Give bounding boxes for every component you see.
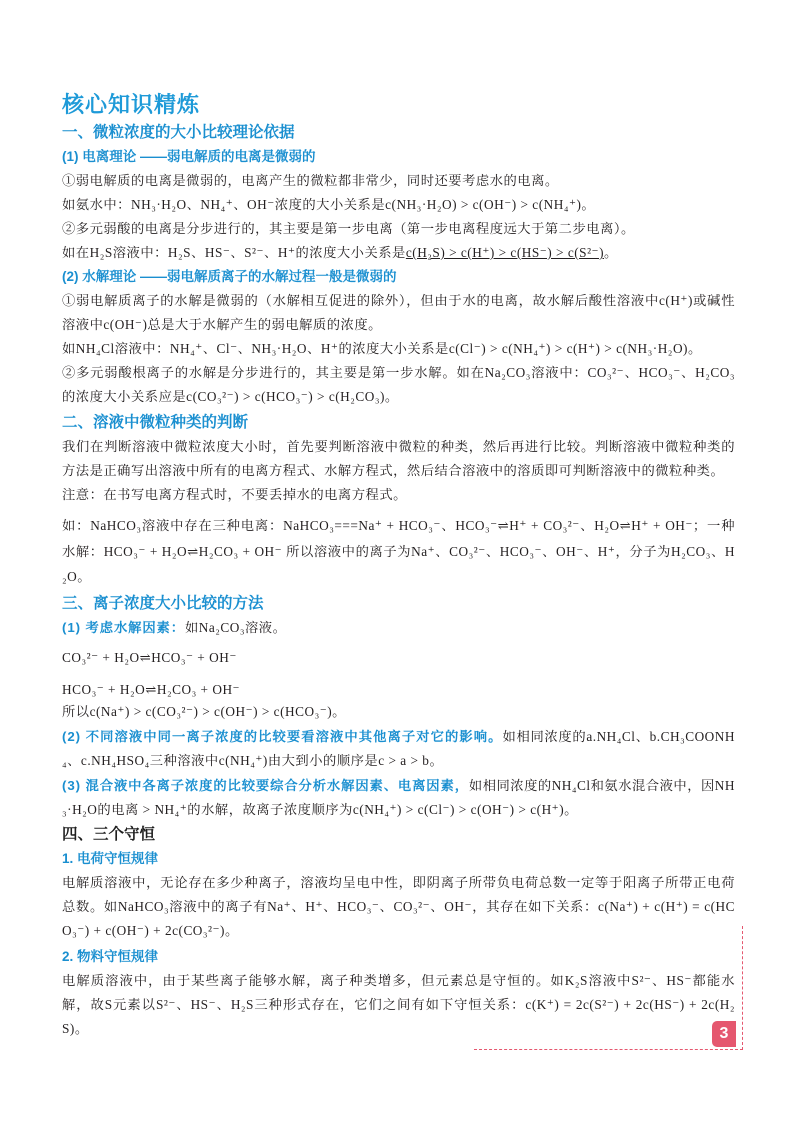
species-example-nahco3: 如：NaHCO₃溶液中存在三种电离：NaHCO₃===Na⁺ + HCO₃⁻、HCO₃⁻⇌H⁺ + CO₃²⁻、H₂O⇌H⁺ + OH⁻；一种水解：HCO₃⁻ + H₂O⇌H₂CO₃ + OH⁻ 所以溶液中的离子为Na⁺、CO₃²⁻、HCO₃⁻、OH⁻、H⁺，分子为H₂CO₃、H₂O。 (62, 518, 735, 584)
section-theory-basis (62, 121, 735, 409)
page-content (62, 91, 735, 1041)
section-heading-conservations: 四、三个守恒 (62, 825, 156, 843)
ionization-paragraph-h2s (62, 241, 735, 265)
material-conservation-paragraph: 电解质溶液中，由于某些离子能够水解，离子种类增多，但元素总是守恒的。如K₂S溶液中S²⁻、HS⁻都能水解，故S元素以S²⁻、HS⁻、H₂S三种形式存在，它们之间有如下守恒关系：c(K⁺) = 2c(S²⁻) + 2c(HS⁻) + 2c(H₂S)。 (62, 972, 735, 1036)
section-heading-species: 二、溶液中微粒种类的判断 (62, 414, 249, 431)
ionization-paragraph-polyprotic: ②多元弱酸的电离是分步进行的，其主要是第一步电离（第一步电离程度远大于第二步电离）。 (62, 221, 635, 236)
hydrolysis-paragraph-na2co3: ②多元弱酸根离子的水解是分步进行的，其主要是第一步水解。如在Na₂CO₃溶液中：CO₃²⁻、HCO₃⁻、H₂CO₃的浓度大小关系应是c(CO₃²⁻) > c(HCO₃⁻) > c(H₂CO₃)。 (62, 365, 735, 404)
species-paragraph-1: 我们在判断溶液中微粒浓度大小时，首先要判断溶液中微粒的种类，然后再进行比较。判断溶液中微粒种类的方法是正确写出溶液中所有的电离方程式、水解方程式，然后结合溶液中的溶质即可判断溶液中的微粒种类。 (62, 439, 735, 478)
subheading-material-conservation: 2. 物料守恒规律 (62, 948, 159, 964)
method-1-conclusion: 所以c(Na⁺) > c(CO₃²⁻) > c(OH⁻) > c(HCO₃⁻)。 (62, 703, 346, 719)
subheading-charge-conservation: 1. 电荷守恒规律 (62, 850, 159, 866)
species-note: 注意：在书写电离方程式时，不要丢掉水的电离方程式。 (62, 487, 407, 502)
ionization-paragraph-1: ①弱电解质的电离是微弱的，电离产生的微粒都非常少，同时还要考虑水的电离。 (62, 173, 559, 188)
section-three-conservations (62, 823, 735, 1041)
method-1-label: (1) 考虑水解因素： (62, 619, 185, 635)
corner-dash-horizontal (474, 1049, 743, 1050)
page-title: 核心知识精炼 (62, 92, 201, 117)
section-species-determination (62, 411, 735, 590)
method-2-label: (2) 不同溶液中同一离子浓度的比较要看溶液中其他离子对它的影响。 (62, 728, 503, 744)
hydrolysis-paragraph-nh4cl: 如NH₄Cl溶液中：NH₄⁺、Cl⁻、NH₃·H₂O、H⁺的浓度大小关系是c(Cl⁻) > c(NH₄⁺) > c(H⁺) > c(NH₃·H₂O)。 (62, 341, 702, 356)
equation-carbonate-hydrolysis: CO₃²⁻ + H₂O⇌HCO₃⁻ + OH⁻ (62, 649, 237, 665)
method-2-text: 如相同浓度的a.NH₄Cl、b.CH₃COONH₄、c.NH₄HSO₄三种溶液中c(NH₄⁺)由大到小的顺序是c > a > b。 (62, 728, 735, 768)
method-1-paragraph (62, 616, 735, 640)
h2s-lead-text: 如在H₂S溶液中：H₂S、HS⁻、S²⁻、H⁺的浓度大小关系是 (62, 245, 406, 260)
page-number-badge (712, 1021, 736, 1047)
equation-bicarbonate-hydrolysis: HCO₃⁻ + H₂O⇌H₂CO₃ + OH⁻ (62, 681, 241, 697)
method-2-paragraph (62, 725, 735, 773)
h2s-end-punct: 。 (604, 245, 618, 260)
subheading-ionization-theory: (1) 电离理论 ——弱电解质的电离是微弱的 (62, 149, 316, 164)
page-number: 3 (719, 1025, 729, 1042)
method-1-text: 如Na₂CO₃溶液。 (184, 619, 287, 635)
ionization-paragraph-ammonia: 如氨水中：NH₃·H₂O、NH₄⁺、OH⁻浓度的大小关系是c(NH₃·H₂O) > c(OH⁻) > c(NH₄⁺)。 (62, 197, 596, 212)
section-heading-methods: 三、离子浓度大小比较的方法 (62, 594, 264, 612)
section-comparison-methods (62, 592, 735, 822)
corner-dash-vertical (742, 926, 743, 1050)
subheading-hydrolysis-theory: (2) 水解理论 ——弱电解质离子的水解过程一般是微弱的 (62, 269, 397, 284)
method-3-text: 如相同浓度的NH₄Cl和氨水混合液中，因NH₃·H₂O的电离 > NH₄⁺的水解，故离子浓度顺序为c(NH₄⁺) > c(Cl⁻) > c(OH⁻) > c(H⁺)。 (62, 777, 735, 817)
h2s-concentration-relation: c(H₂S) > c(H⁺) > c(HS⁻) > c(S²⁻) (405, 245, 605, 260)
section-heading-theory-basis: 一、微粒浓度的大小比较理论依据 (62, 124, 295, 141)
hydrolysis-paragraph-1: ①弱电解质离子的水解是微弱的（水解相互促进的除外），但由于水的电离，故水解后酸性溶液中c(H⁺)或碱性溶液中c(OH⁻)总是大于水解产生的弱电解质的浓度。 (62, 293, 735, 332)
charge-conservation-paragraph: 电解质溶液中，无论存在多少种离子，溶液均呈电中性，即阴离子所带负电荷总数一定等于阳离子所带正电荷总数。如NaHCO₃溶液中的离子有Na⁺、H⁺、HCO₃⁻、CO₃²⁻、OH⁻，其存在如下关系：c(Na⁺) + c(H⁺) = c(HCO₃⁻) + c(OH⁻) + 2c(CO₃²⁻)。 (62, 874, 735, 938)
method-3-label: (3) 混合液中各离子浓度的比较要综合分析水解因素、电离因素， (62, 777, 469, 793)
method-3-paragraph (62, 774, 735, 822)
